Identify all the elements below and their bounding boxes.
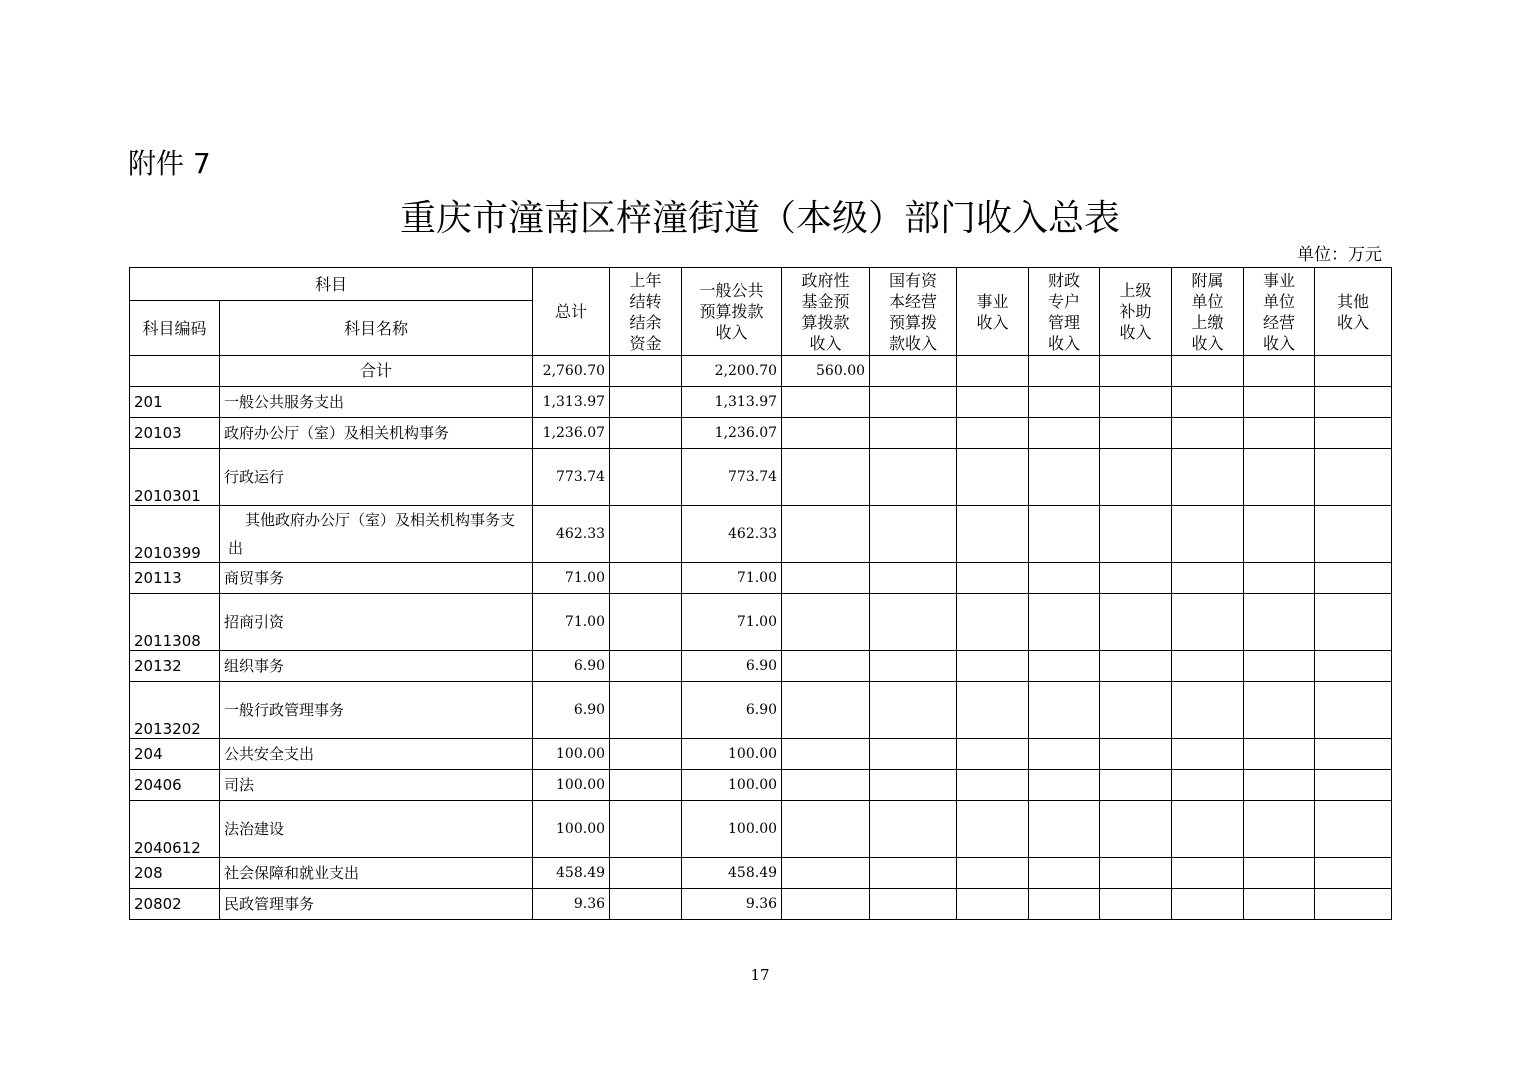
table-row — [130, 506, 1392, 563]
row-name: 民政管理事务 — [220, 889, 533, 920]
header-other-income: 其他 收入 — [1315, 268, 1392, 356]
header-superior-subsidy: 上级 补助 收入 — [1100, 268, 1172, 356]
row-general: 6.90 — [682, 651, 782, 682]
attachment-label: 附件 7 — [128, 147, 211, 180]
table-row — [130, 858, 1392, 889]
header-subject: 科目 — [130, 268, 533, 301]
row-general: 9.36 — [682, 889, 782, 920]
row-total: 100.00 — [533, 801, 610, 858]
row-total: 6.90 — [533, 651, 610, 682]
row-general: 71.00 — [682, 563, 782, 594]
row-general: 773.74 — [682, 449, 782, 506]
row-code: 2010399 — [130, 506, 220, 563]
row-general: 458.49 — [682, 858, 782, 889]
table-row — [130, 418, 1392, 449]
row-code: 204 — [130, 739, 220, 770]
header-special-account: 财政 专户 管理 收入 — [1029, 268, 1100, 356]
row-total: 462.33 — [533, 506, 610, 563]
table-row — [130, 739, 1392, 770]
total-row — [130, 356, 1392, 387]
total-row-label: 合计 — [220, 356, 533, 387]
row-general: 100.00 — [682, 770, 782, 801]
row-code: 2010301 — [130, 449, 220, 506]
total-row-code — [130, 356, 220, 387]
row-total: 9.36 — [533, 889, 610, 920]
row-name: 政府办公厅（室）及相关机构事务 — [220, 418, 533, 449]
table-row — [130, 651, 1392, 682]
row-general: 71.00 — [682, 594, 782, 651]
row-code: 20103 — [130, 418, 220, 449]
row-general: 100.00 — [682, 739, 782, 770]
row-general: 100.00 — [682, 801, 782, 858]
row-total: 773.74 — [533, 449, 610, 506]
row-name: 一般行政管理事务 — [220, 682, 533, 739]
header-total: 总计 — [533, 268, 610, 356]
header-state-capital: 国有资 本经营 预算拨 款收入 — [870, 268, 957, 356]
row-code: 20132 — [130, 651, 220, 682]
header-affiliated-remit: 附属 单位 上缴 收入 — [1172, 268, 1244, 356]
table-row — [130, 594, 1392, 651]
row-name: 司法 — [220, 770, 533, 801]
row-total: 458.49 — [533, 858, 610, 889]
row-total: 71.00 — [533, 594, 610, 651]
row-name: 行政运行 — [220, 449, 533, 506]
row-total: 100.00 — [533, 739, 610, 770]
row-name: 一般公共服务支出 — [220, 387, 533, 418]
table-row — [130, 889, 1392, 920]
row-code: 2013202 — [130, 682, 220, 739]
row-general: 6.90 — [682, 682, 782, 739]
row-code: 201 — [130, 387, 220, 418]
header-business-operation: 事业 单位 经营 收入 — [1244, 268, 1315, 356]
row-general: 462.33 — [682, 506, 782, 563]
header-general-budget: 一般公共 预算拨款 收入 — [682, 268, 782, 356]
table-header — [130, 268, 1392, 356]
table-row — [130, 801, 1392, 858]
total-row-general: 2,200.70 — [682, 356, 782, 387]
row-code: 2011308 — [130, 594, 220, 651]
row-total: 71.00 — [533, 563, 610, 594]
row-name: 公共安全支出 — [220, 739, 533, 770]
income-summary-table — [129, 267, 1392, 920]
row-name: 招商引资 — [220, 594, 533, 651]
table-row — [130, 682, 1392, 739]
row-code: 20113 — [130, 563, 220, 594]
header-gov-fund: 政府性 基金预 算拨款 收入 — [782, 268, 870, 356]
row-name: 商贸事务 — [220, 563, 533, 594]
row-name — [220, 506, 533, 563]
header-subject-name: 科目名称 — [220, 301, 533, 356]
header-carryover: 上年 结转 结余 资金 — [610, 268, 682, 356]
page-title: 重庆市潼南区梓潼街道（本级）部门收入总表 — [399, 198, 1120, 239]
row-name: 社会保障和就业支出 — [220, 858, 533, 889]
table-row — [130, 563, 1392, 594]
table-row — [130, 770, 1392, 801]
total-row-gov-fund: 560.00 — [782, 356, 870, 387]
row-total: 1,236.07 — [533, 418, 610, 449]
total-row-total: 2,760.70 — [533, 356, 610, 387]
row-code: 20802 — [130, 889, 220, 920]
row-name: 组织事务 — [220, 651, 533, 682]
row-code: 208 — [130, 858, 220, 889]
row-name: 法治建设 — [220, 801, 533, 858]
page-number: 17 — [750, 966, 770, 984]
row-total: 100.00 — [533, 770, 610, 801]
row-code: 20406 — [130, 770, 220, 801]
table-row — [130, 449, 1392, 506]
row-total: 6.90 — [533, 682, 610, 739]
header-business-income: 事业 收入 — [957, 268, 1029, 356]
row-general: 1,313.97 — [682, 387, 782, 418]
row-general: 1,236.07 — [682, 418, 782, 449]
row-name-text: 其他政府办公厅（室）及相关机构事务支出 — [228, 511, 516, 557]
table-row — [130, 387, 1392, 418]
unit-label: 单位：万元 — [1297, 245, 1382, 265]
header-subject-code: 科目编码 — [130, 301, 220, 356]
row-code: 2040612 — [130, 801, 220, 858]
row-total: 1,313.97 — [533, 387, 610, 418]
